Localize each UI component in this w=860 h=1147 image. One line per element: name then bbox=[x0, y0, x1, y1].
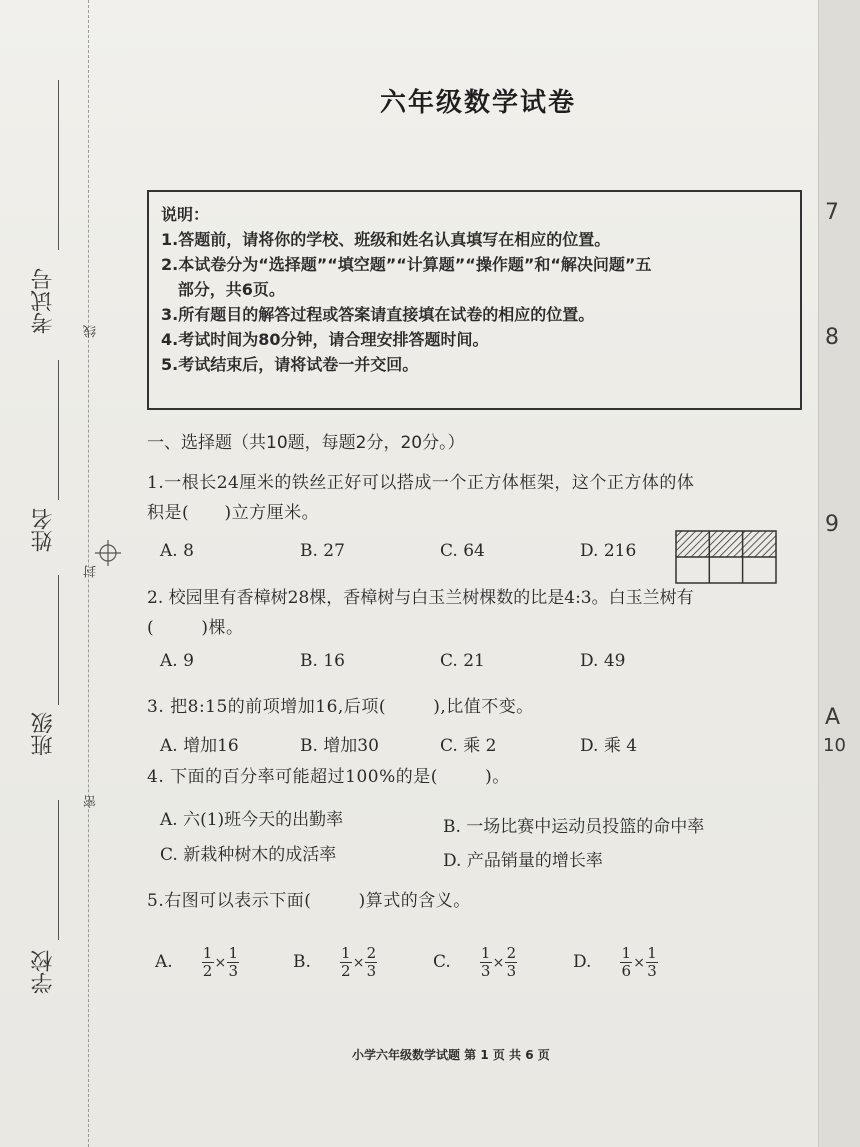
fraction bbox=[646, 945, 658, 980]
instruction-line: 2.本试卷分为“选择题”“填空题”“计算题”“操作题”和“解决问题”五 bbox=[161, 255, 652, 274]
question-2-option-d[interactable]: D. 49 bbox=[580, 651, 626, 671]
question-2-option-c[interactable]: C. 21 bbox=[440, 651, 485, 671]
instruction-line: 5.考试结束后，请将试卷一并交回。 bbox=[161, 355, 419, 374]
fraction bbox=[480, 945, 492, 980]
instruction-line: 部分，共6页。 bbox=[161, 280, 285, 299]
exam-number-field[interactable] bbox=[58, 80, 59, 250]
fraction-denominator: 3 bbox=[366, 962, 377, 980]
fraction bbox=[202, 945, 214, 980]
school-field[interactable] bbox=[58, 800, 59, 940]
question-3-option-b[interactable]: B. 增加30 bbox=[300, 736, 379, 756]
instructions-heading: 说明： bbox=[161, 205, 210, 224]
option-label: B. bbox=[293, 952, 311, 972]
question-4-option-c[interactable]: C. 新栽种树木的成活率 bbox=[160, 845, 337, 865]
next-page-edge bbox=[818, 0, 860, 1147]
instructions-box bbox=[147, 190, 802, 410]
class-label: 班级 bbox=[31, 712, 56, 756]
option-label: D. bbox=[573, 952, 592, 972]
fraction-numerator: 1 bbox=[228, 944, 238, 962]
crosshair-icon bbox=[95, 540, 121, 566]
question-2-stem-cont[interactable]: ( )棵。 bbox=[147, 618, 244, 638]
binding-margin bbox=[0, 0, 110, 1147]
class-field[interactable] bbox=[58, 575, 59, 705]
fraction-numerator: 1 bbox=[340, 944, 351, 962]
question-2-option-b[interactable]: B. 16 bbox=[300, 651, 345, 671]
question-2-stem: 2. 校园里有香樟树28棵，香樟树与白玉兰树棵数的比是4:3。白玉兰树有 bbox=[147, 588, 694, 608]
question-5-option-c[interactable] bbox=[433, 945, 517, 980]
question-4-stem[interactable]: 4. 下面的百分率可能超过100%的是( )。 bbox=[147, 767, 510, 787]
page-title: 六年级数学试卷 bbox=[380, 88, 577, 118]
question-1-option-d[interactable]: D. 216 bbox=[580, 541, 637, 561]
fraction-denominator: 2 bbox=[340, 962, 351, 980]
fraction-denominator: 3 bbox=[506, 962, 517, 980]
fraction-numerator: 1 bbox=[202, 944, 213, 962]
times-sign: × bbox=[633, 954, 645, 971]
question-3-option-c[interactable]: C. 乘 2 bbox=[440, 736, 497, 756]
school-label: 学校 bbox=[31, 950, 56, 994]
page-footer: 小学六年级数学试题 第 1 页 共 6 页 bbox=[352, 1048, 550, 1062]
question-3-option-d[interactable]: D. 乘 4 bbox=[580, 736, 638, 756]
question-5-option-b[interactable] bbox=[293, 945, 377, 980]
question-5-stem[interactable]: 5.右图可以表示下面( )算式的含义。 bbox=[147, 891, 471, 911]
edge-char: 7 bbox=[825, 200, 839, 225]
fraction-denominator: 3 bbox=[480, 962, 491, 980]
fraction bbox=[340, 945, 352, 980]
question-4-option-b[interactable]: B. 一场比赛中运动员投篮的命中率 bbox=[443, 817, 705, 837]
fraction bbox=[365, 945, 377, 980]
section-heading: 一、选择题（共10题，每题2分，20分。） bbox=[147, 433, 465, 453]
fraction-numerator: 1 bbox=[621, 944, 632, 962]
fraction-denominator: 3 bbox=[647, 962, 657, 980]
fraction-numerator: 2 bbox=[506, 944, 517, 962]
name-label: 姓名 bbox=[31, 508, 56, 552]
times-sign: × bbox=[492, 954, 505, 971]
question-1-option-c[interactable]: C. 64 bbox=[440, 541, 485, 561]
times-sign: × bbox=[214, 954, 227, 971]
question-1-option-a[interactable]: A. 8 bbox=[160, 541, 194, 561]
seal-mi: 密 bbox=[84, 795, 99, 808]
fraction-denominator: 2 bbox=[202, 962, 213, 980]
edge-char: 10 bbox=[823, 735, 846, 756]
times-sign: × bbox=[352, 954, 365, 971]
instruction-line: 3.所有题目的解答过程或答案请直接填在试卷的相应的位置。 bbox=[161, 305, 595, 324]
fraction-numerator: 1 bbox=[480, 944, 491, 962]
question-1-stem-cont[interactable]: 积是( )立方厘米。 bbox=[147, 503, 320, 523]
option-label: A. bbox=[155, 952, 173, 972]
option-label: C. bbox=[433, 952, 451, 972]
fraction-denominator: 3 bbox=[228, 962, 238, 980]
question-5-option-a[interactable] bbox=[155, 945, 239, 980]
name-field[interactable] bbox=[58, 360, 59, 500]
fraction bbox=[620, 945, 632, 980]
question-3-stem[interactable]: 3. 把8:15的前项增加16,后项( ),比值不变。 bbox=[147, 697, 534, 717]
seal-xian: 线 bbox=[84, 325, 99, 338]
instruction-line: 4.考试时间为80分钟，请合理安排答题时间。 bbox=[161, 330, 489, 349]
edge-char: 9 bbox=[825, 512, 839, 537]
question-5-option-d[interactable] bbox=[573, 945, 658, 980]
question-4-option-a[interactable]: A. 六(1)班今天的出勤率 bbox=[160, 810, 344, 830]
fraction bbox=[505, 945, 517, 980]
edge-char: 8 bbox=[825, 325, 839, 350]
question-2-option-a[interactable]: A. 9 bbox=[160, 651, 194, 671]
question-1-option-b[interactable]: B. 27 bbox=[300, 541, 345, 561]
seal-feng: 封 bbox=[84, 565, 99, 578]
question-5-figure bbox=[675, 530, 779, 586]
fraction-numerator: 2 bbox=[366, 944, 377, 962]
exam-number-label: 考试号 bbox=[31, 268, 56, 334]
instruction-line: 1.答题前，请将你的学校、班级和姓名认真填写在相应的位置。 bbox=[161, 230, 611, 249]
fraction-numerator: 1 bbox=[647, 944, 657, 962]
edge-char: A bbox=[825, 705, 841, 730]
fraction-denominator: 6 bbox=[621, 962, 632, 980]
question-1-stem: 1.一根长24厘米的铁丝正好可以搭成一个正方体框架，这个正方体的体 bbox=[147, 473, 695, 493]
question-4-option-d[interactable]: D. 产品销量的增长率 bbox=[443, 851, 603, 871]
question-3-option-a[interactable]: A. 增加16 bbox=[160, 736, 239, 756]
fraction bbox=[227, 945, 239, 980]
